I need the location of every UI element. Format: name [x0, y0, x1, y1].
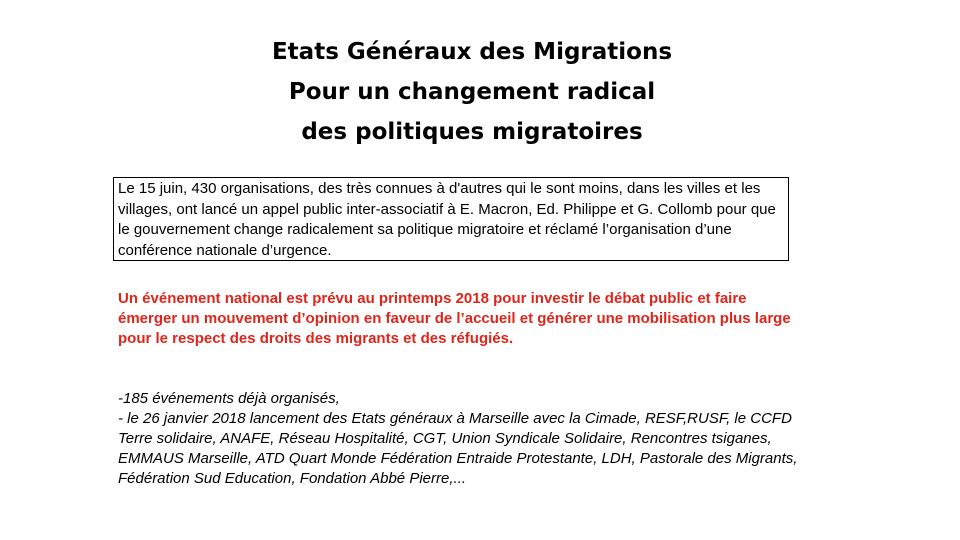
events-launch-line: - le 26 janvier 2018 lancement des Etats généraux à Marseille avec la Cimade, RESF,RUSF, le CCFD Terre solidaire, ANAFE, Réseau Hospitalité, CGT, Union Syndicale Solidaire, Rencontres tsiganes, EMMAUS Marseille, ATD Quart Monde Fédération Entraide Protestante, LDH, Pastorale des Migrants, Fédération Sud Education, Fondation Abbé Pierre,...	[118, 410, 798, 487]
slide-title	[0, 32, 944, 152]
events-list	[118, 389, 798, 489]
highlight-paragraph	[118, 289, 798, 349]
title-line-3: des politiques migratoires	[301, 119, 643, 145]
title-line-1: Etats Généraux des Migrations	[271, 39, 673, 65]
highlight-text: Un événement national est prévu au printemps 2018 pour investir le débat public et faire émerger un mouvement d’opinion en faveur de l’accueil et générer une mobilisation plus large pour le respect des droits des migrants et des réfugiés.	[118, 290, 791, 347]
title-line-2: Pour un changement radical	[288, 79, 656, 105]
events-count-line: -185 événements déjà organisés,	[118, 390, 340, 407]
intro-text-box	[113, 177, 789, 261]
intro-paragraph: Le 15 juin, 430 organisations, des très connues à d'autres qui le sont moins, dans les villes et les villages, ont lancé un appel public inter-associatif à E. Macron, Ed. Philippe et G. Collomb pour que le gouvernement change radicalement sa politique migratoire et réclamé l’organisation d’une conférence nationale d’urgence.	[118, 180, 776, 259]
